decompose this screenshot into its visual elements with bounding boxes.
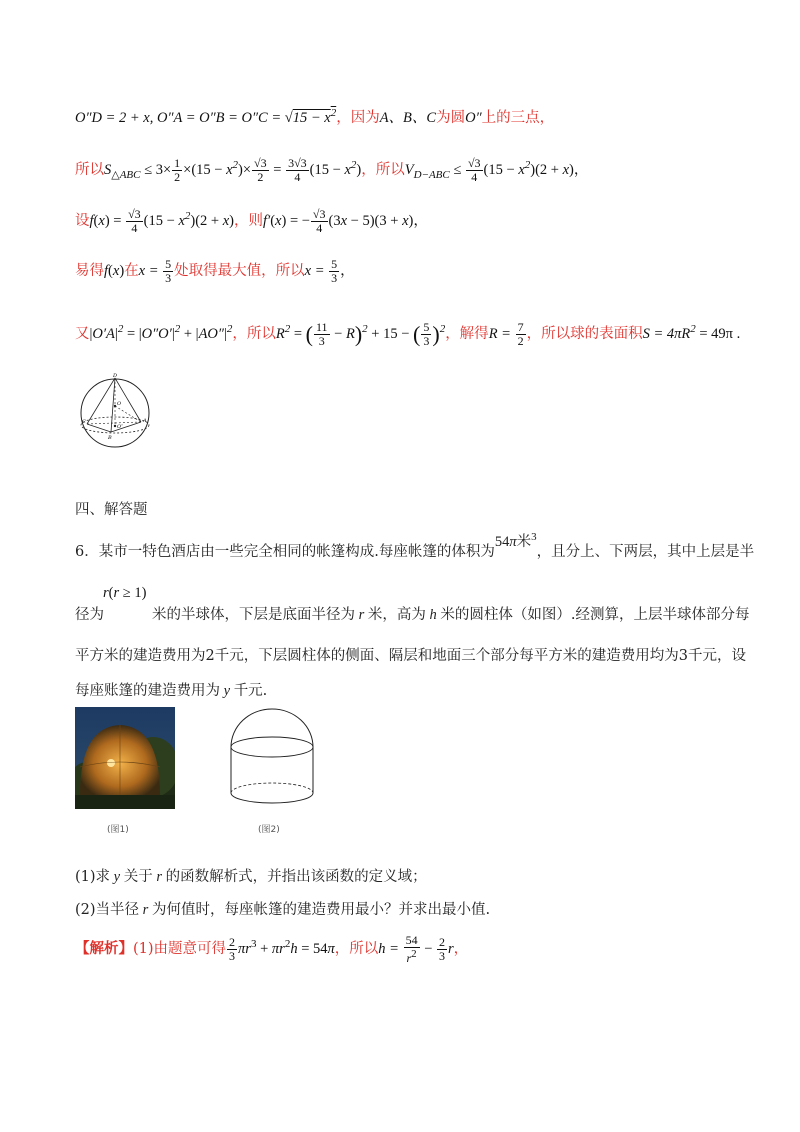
fig2-caption: (图2) [258, 825, 280, 835]
fig1-caption: (图1) [107, 825, 129, 835]
solution-line-5 [75, 319, 740, 348]
text: 6．某市一特色酒店由一些完全相同的帐篷构成.每座帐篷的体积为 [75, 544, 495, 560]
points-abc: A、B、C [379, 109, 437, 126]
tent-photo [75, 707, 175, 809]
text: ，所以 [334, 940, 379, 957]
text: 关于 [123, 869, 153, 885]
text: ，且分上、下两层，其中上层是半 [536, 544, 755, 560]
text: ，所以 [232, 325, 276, 342]
text: ，所以球的表面积 [526, 325, 643, 342]
text: 上的三点， [481, 109, 555, 126]
formula-x-eq: x = $\frac{5}{3}$ [138, 257, 172, 285]
text: 米，高为 [367, 607, 426, 623]
text: (1)由题意可得 [133, 940, 227, 957]
text: 的函数解析式，并指出该函数的定义域； [165, 869, 427, 885]
text: 在 [124, 262, 139, 279]
solution-line-1 [75, 103, 554, 128]
formula-v-dabc: $V_{D-ABC}$ ≤ $\frac{√3}{4}$ $(15 - x^2)(2 + x)$， [404, 156, 589, 184]
svg-text:O: O [117, 401, 122, 407]
formula-volume-eq: $\frac{2}{3}$ $\pi r^3 + \pi r^2h = 54\pi$ [229, 935, 335, 963]
formula-surface-area: $S = 4\pi R^2 = 49\pi$ . [642, 323, 741, 342]
text: 所以 [75, 161, 104, 178]
formula-s-abc: $S_{\triangle ABC} \le 3\times$ $\frac{1}{2}$ $\times(15 - x^2)\times$ $\frac{√3}{2}$ = $\frac{3√3}{4}$ $(15 - x^2)$ [104, 156, 362, 184]
volume-formula: 54π米$^3$ [494, 531, 537, 550]
text: 米的半球体，下层是底面半径为 [152, 607, 355, 623]
svg-text:D: D [113, 373, 118, 379]
formula-r-value: R = $\frac{7}{2}$ [488, 320, 524, 348]
analysis-line [75, 934, 468, 965]
question-2: (2)当半径 r 为何值时，每座帐篷的建造费用最小？并求出最小值. [75, 902, 491, 918]
text: (1)求 [75, 869, 111, 885]
text: 为何值时，每座帐篷的建造费用最小？并求出最小值. [151, 902, 491, 918]
svg-text:O″: O″ [117, 424, 123, 430]
text: 易得 [75, 262, 104, 279]
svg-text:A: A [143, 418, 147, 424]
formula-r-squared: $R^2$ = ( $\frac{11}{3}$ − R)$^2$ + 15 − ( $\frac{5}{3}$ )$^2$ [275, 320, 446, 348]
text: ， [453, 940, 469, 957]
analysis-tag: 【解析】 [75, 939, 133, 957]
formula-fprime: f′(x) = − $\frac{√3}{4}$ (3x − 5)(3 + x)， [263, 207, 428, 235]
formula-fx-short: f(x) [104, 262, 125, 279]
text: ，所以 [361, 161, 405, 178]
section-heading: 四、解答题 [75, 502, 148, 518]
text: 设 [75, 212, 90, 229]
svg-text:C: C [82, 419, 86, 425]
text: 又 [75, 325, 90, 342]
text: ，则 [234, 212, 263, 229]
text: (2)当半径 [75, 902, 140, 918]
circle-label: O″ [465, 109, 482, 126]
problem6-line1 [75, 531, 755, 561]
question-1: (1)求 y 关于 r 的函数解析式，并指出该函数的定义域； [75, 869, 427, 885]
solution-line-2 [75, 155, 588, 185]
problem6-line2: 径为 米的半球体，下层是底面半径为 r 米，高为 h 米的圆柱体（如图）.经测算，上层半球体部分每 [75, 607, 750, 623]
formula-od-oa: O″D = 2 + x, $O''A = O''B = O''C = √15 - x^2$ [75, 107, 337, 126]
problem6-line3: 平方米的建造费用为2千元，下层圆柱体的侧面、隔层和地面三个部分每平方米的建造费用均为3千元，设 [75, 648, 746, 664]
text: 径为 [75, 607, 104, 623]
formula-fx: f(x) = $\frac{√3}{4}$ $(15 - x^2)(2 + x)$ [89, 207, 234, 235]
solution-line-3 [75, 206, 428, 235]
formula-h: h = $\frac{54}{r^2}$ − $\frac{2}{3}$ r [378, 933, 454, 965]
sphere-figure [75, 372, 155, 452]
text: ，解得 [445, 325, 489, 342]
text: 为圆 [436, 109, 466, 126]
problem6-line4: 每座账篷的建造费用为 y 千元. [75, 683, 268, 699]
text: 千元. [233, 683, 268, 699]
formula-x-eq-2: x = $\frac{5}{3}$ ， [304, 257, 355, 285]
text: 米的圆柱体（如图）.经测算，上层半球体部分每 [440, 607, 750, 623]
text: ，因为 [336, 109, 380, 126]
text: 每座账篷的建造费用为 [75, 683, 220, 699]
text: 处取得最大值，所以 [174, 262, 305, 279]
svg-text:B: B [108, 435, 112, 441]
solution-line-4 [75, 258, 355, 285]
tent-diagram [225, 707, 319, 809]
radius-condition: r(r ≥ 1) [103, 585, 147, 601]
formula-pythag: $|O'A|^2 = |O''O'|^2 + |AO''|^2$ [89, 323, 233, 342]
